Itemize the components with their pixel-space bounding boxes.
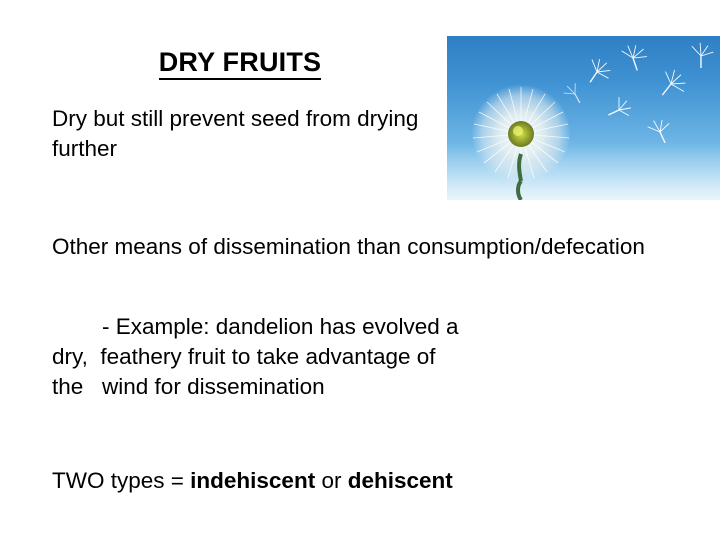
- dandelion-seedhead-photo: [447, 36, 720, 200]
- other-means-paragraph: Other means of dissemination than consumption/defecation: [52, 234, 645, 259]
- page-title: [50, 48, 430, 78]
- lead-paragraph: Dry but still prevent seed from drying further: [52, 106, 419, 161]
- types-term-one: indehiscent: [190, 468, 316, 493]
- example-line-2: dry, feathery fruit to take advantage of: [52, 343, 436, 369]
- types-paragraph: [52, 466, 682, 496]
- types-prefix: TWO types =: [52, 468, 191, 493]
- example-line-3: the wind for dissemination: [52, 373, 325, 399]
- dandelion-illustration: [447, 36, 720, 200]
- types-conjunction: or: [315, 468, 348, 493]
- example-paragraph: [52, 312, 682, 402]
- page-title-text: DRY FRUITS: [159, 47, 322, 80]
- types-term-two: dehiscent: [347, 468, 453, 493]
- example-line-1: - Example: dandelion has evolved a: [52, 314, 459, 339]
